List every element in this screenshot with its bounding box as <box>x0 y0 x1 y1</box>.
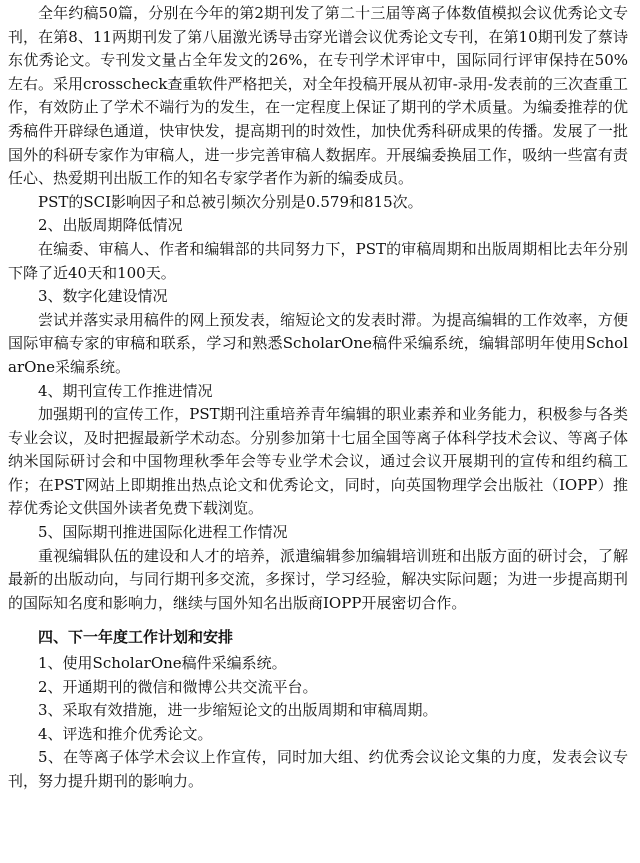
paragraph-impact-factor: PST的SCI影响因子和总被引频次分别是0.579和815次。 <box>38 192 423 211</box>
subheading-promotion: 4、期刊宣传工作推进情况 <box>38 381 213 400</box>
paragraph-internationalization: 重视编辑队伍的建设和人才的培养，派遣编辑参加编辑培训班和出版方面的研讨会，了解最新的出版动向，与同行期刊多交流，多探讨，学习经验，解决实际问题；为进一步提高期刊的国际知名度和影响力，继续与国外知名出版商IOPP开展密切合作。 <box>8 546 628 612</box>
list-item: 4、评选和推介优秀论文。 <box>38 724 213 743</box>
subheading-digitalization: 3、数字化建设情况 <box>38 287 168 306</box>
paragraph-digitalization: 尝试并落实录用稿件的网上预发表，缩短论文的发表时滞。为提高编辑的工作效率，方便国际审稿专家的审稿和联系，学习和熟悉ScholarOne稿件采编系统，编辑部明年使用ScholarOne采编系统。 <box>8 310 628 376</box>
subheading-publication-cycle: 2、出版周期降低情况 <box>38 216 183 235</box>
paragraph-promotion: 加强期刊的宣传工作，PST期刊注重培养青年编辑的职业素养和业务能力，积极参与各类专业会议，及时把握最新学术动态。分别参加第十七届全国等离子体科学技术会议、等离子体纳米国际研讨会和中国物理秋季年会等专业学术会议，通过会议开展期刊的宣传和组约稿工作；在PST网站上即期推出热点论文和优秀论文，同时，向英国物理学会出版社（IOPP）推荐优秀论文供国外读者免费下载浏览。 <box>8 405 628 518</box>
list-item: 1、使用ScholarOne稿件采编系统。 <box>38 654 287 673</box>
section-heading-next-year-plan: 四、下一年度工作计划和安排 <box>38 628 234 647</box>
list-item: 5、在等离子体学术会议上作宣传，同时加大组、约优秀会议论文集的力度，发表会议专刊，努力提升期刊的影响力。 <box>8 748 628 790</box>
list-item: 2、开通期刊的微信和微博公共交流平台。 <box>38 677 318 696</box>
list-item: 3、采取有效措施，进一步缩短论文的出版周期和审稿周期。 <box>38 701 438 720</box>
paragraph-publication-cycle: 在编委、审稿人、作者和编辑部的共同努力下，PST的审稿周期和出版周期相比去年分别下降了近40天和100天。 <box>8 239 628 282</box>
subheading-internationalization: 5、国际期刊推进国际化进程工作情况 <box>38 523 288 542</box>
paragraph-manuscripts: 全年约稿50篇，分别在今年的第2期刊发了第二十三届等离子体数值模拟会议优秀论文专刊，在第8、11两期刊发了第八届激光诱导击穿光谱会议优秀论文专刊，在第10期刊发了蔡诗东优秀论文。专刊发文量占全年发文的26%，在专刊学术评审中，国际同行评审保持在50%左右。采用crosscheck查重软件严格把关，对全年投稿开展从初审-录用-发表前的三次查重工作，有效防止了学术不端行为的发生，在一定程度上保证了期刊的学术质量。为编委推荐的优秀稿件开辟绿色通道，快审快发，提高期刊的时效性，加快优秀科研成果的传播。发展了一批国外的科研专家作为审稿人，进一步完善审稿人数据库。开展编委换届工作，吸纳一些富有责任心、热爱期刊出版工作的知名专家学者作为新的编委成员。 <box>8 4 628 188</box>
